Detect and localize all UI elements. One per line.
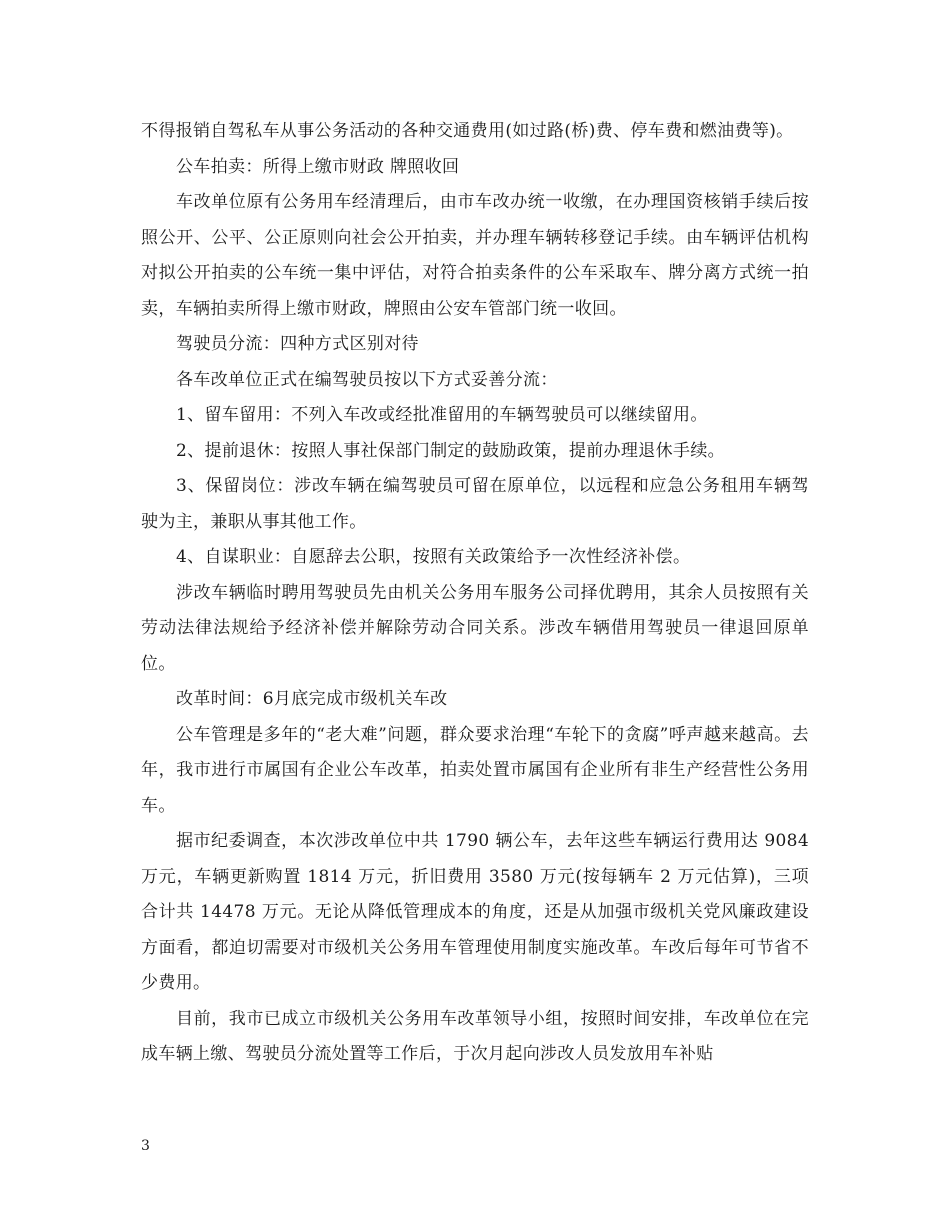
list-item-2: 2、提前退休：按照人事社保部门制定的鼓励政策，提前办理退休手续。 bbox=[176, 440, 726, 461]
document-body bbox=[141, 114, 809, 1073]
paragraph-1: 不得报销自驾私车从事公务活动的各种交通费用(如过路(桥)费、停车费和燃油费等)。 bbox=[141, 121, 794, 141]
paragraph-background: 公车管理是多年的“老大难”问题，群众要求治理“车轮下的贪腐”呼声越来越高。去年，我市进行市属国有企业公车改革，拍卖处置市属国有企业所有非生产经营性公务用车。 bbox=[141, 724, 809, 816]
section-heading-timeline: 改革时间：6月底完成市级机关车改 bbox=[176, 689, 448, 709]
section-heading-drivers: 驾驶员分流：四种方式区别对待 bbox=[176, 334, 419, 354]
list-item-1: 1、留车留用：不列入车改或经批准留用的车辆驾驶员可以继续留用。 bbox=[176, 405, 708, 425]
page-number: 3 bbox=[141, 1138, 150, 1154]
list-item-4: 4、自谋职业：自愿辞去公职，按照有关政策给予一次性经济补偿。 bbox=[176, 547, 691, 567]
paragraph-costs: 据市纪委调查，本次涉改单位中共 1790 辆公车，去年这些车辆运行费用达 9084 万元，车辆更新购置 1814 万元，折旧费用 3580 万元(按每辆车 2 万元估算)，三项合计共 14478 万元。无论从降低管理成本的角度，还是从加强市级机关党风廉政建设方面看，都迫切需要对市级机关公务用车管理使用制度实施改革。车改后每年可节省不少费用。 bbox=[141, 831, 809, 993]
list-item-3: 3、保留岗位：涉改车辆在编驾驶员可留在原单位，以远程和应急公务租用车辆驾驶为主，兼职从事其他工作。 bbox=[141, 476, 809, 532]
paragraph-current-status: 目前，我市已成立市级机关公务用车改革领导小组，按照时间安排，车改单位在完成车辆上缴、驾驶员分流处置等工作后，于次月起向涉改人员发放用车补贴 bbox=[141, 1008, 809, 1064]
paragraph-drivers-intro: 各车改单位正式在编驾驶员按以下方式妥善分流： bbox=[176, 369, 558, 390]
paragraph-auction: 车改单位原有公务用车经清理后，由市车改办统一收缴，在办理国资核销手续后按照公开、公平、公正原则向社会公开拍卖，并办理车辆转移登记手续。由车辆评估机构对拟公开拍卖的公车统一集中评估，对符合拍卖条件的公车采取车、牌分离方式统一拍卖，车辆拍卖所得上缴市财政，牌照由公安车管部门统一收回。 bbox=[141, 192, 809, 319]
paragraph-temp-drivers: 涉改车辆临时聘用驾驶员先由机关公务用车服务公司择优聘用，其余人员按照有关劳动法律法规给予经济补偿并解除劳动合同关系。涉改车辆借用驾驶员一律退回原单位。 bbox=[141, 582, 809, 674]
section-heading-auction: 公车拍卖：所得上缴市财政 牌照收回 bbox=[176, 156, 460, 177]
